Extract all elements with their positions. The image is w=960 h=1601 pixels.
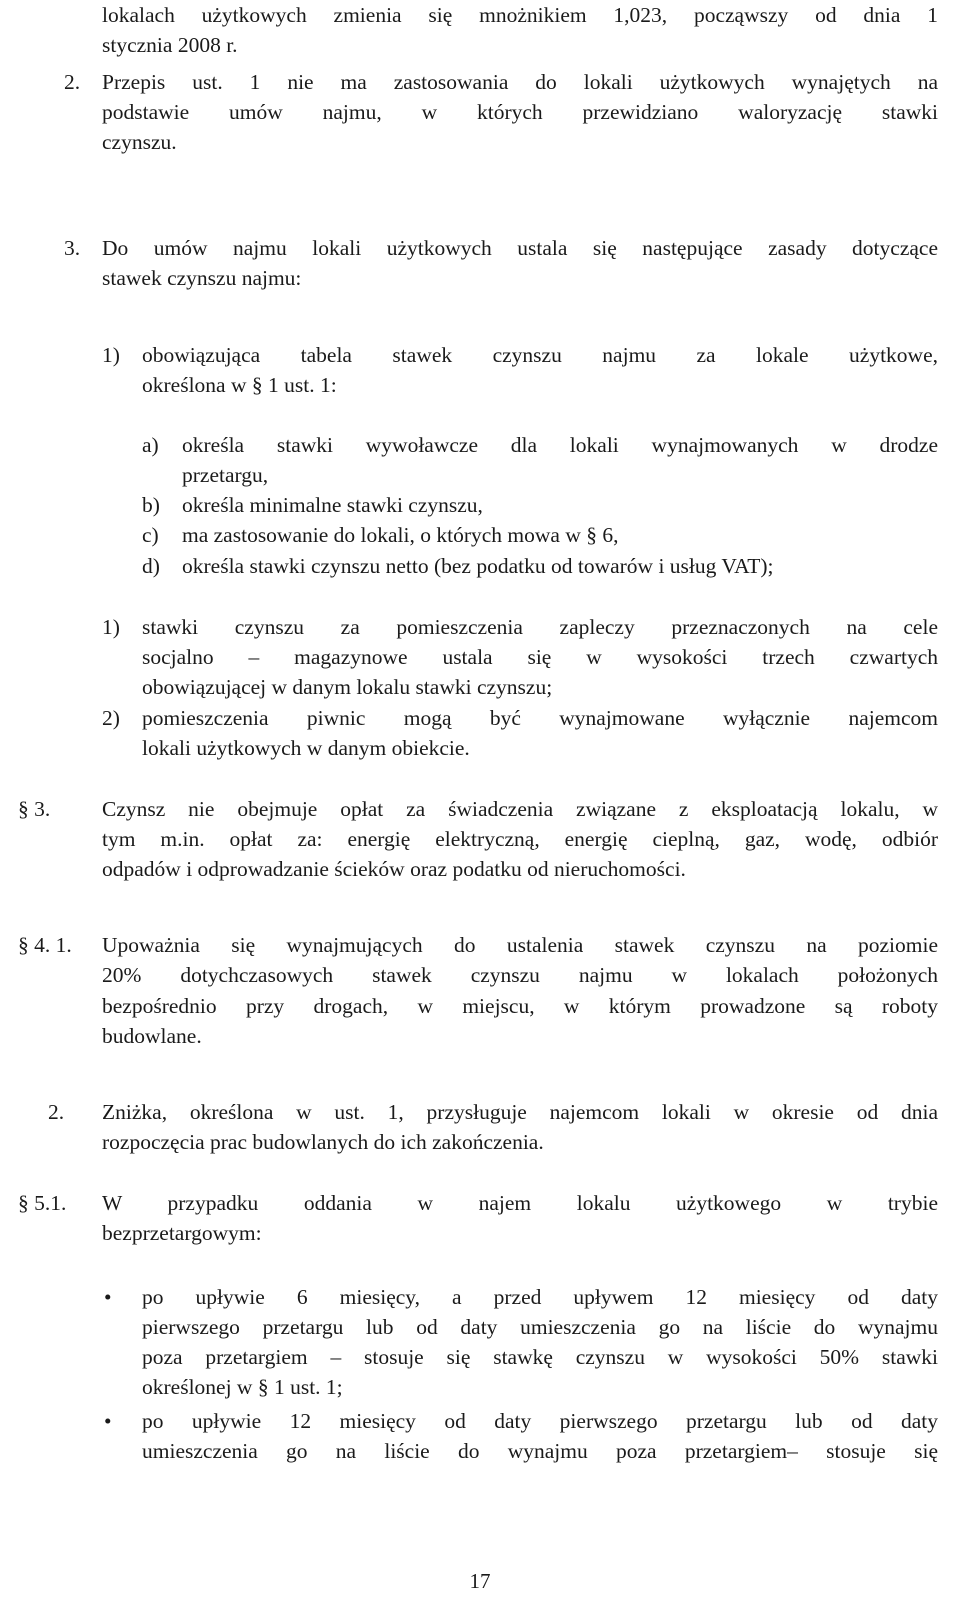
text-line: określona w § 1 ust. 1: [142, 373, 337, 397]
paragraph-number: 2. [48, 1100, 65, 1124]
text-line: stawek czynszu najmu: [102, 266, 302, 290]
text-line: obowiązującej w danym lokalu stawki czynszu; [142, 675, 553, 699]
text-line: określa stawki wywoławcze dla lokali wynajmowanych w drodze [182, 433, 938, 457]
text-line: pomieszczenia piwnic mogą być wynajmowane wyłącznie najemcom [142, 706, 938, 730]
text-line: bezpośrednio przy drogach, w miejscu, w którym prowadzone są roboty [102, 994, 938, 1018]
text-line: poza przetargiem – stosuje się stawkę czynszu w wysokości 50% stawki [142, 1345, 938, 1369]
text-line: Przepis ust. 1 nie ma zastosowania do lokali użytkowych wynajętych na [102, 70, 938, 94]
text-line: po upływie 12 miesięcy od daty pierwszego przetargu lub od daty [142, 1409, 938, 1433]
text-line: socjalno – magazynowe ustala się w wysokości trzech czwartych [142, 645, 938, 669]
text-line: lokalach użytkowych zmienia się mnożnikiem 1,023, począwszy od dnia 1 [102, 3, 938, 27]
text-line: Zniżka, określona w ust. 1, przysługuje najemcom lokali w okresie od dnia [102, 1100, 938, 1124]
text-line: lokali użytkowych w danym obiekcie. [142, 736, 470, 760]
text-line: stycznia 2008 r. [102, 33, 238, 57]
text-line: odpadów i odprowadzanie ścieków oraz podatku od nieruchomości. [102, 857, 686, 881]
list-number: 1) [102, 343, 120, 367]
text-line: stawki czynszu za pomieszczenia zapleczy przeznaczonych na cele [142, 615, 938, 639]
text-line: umieszczenia go na liście do wynajmu poza przetargiem– stosuje się [142, 1439, 938, 1463]
section-number: § 3. [18, 797, 51, 821]
text-line: bezprzetargowym: [102, 1221, 262, 1245]
list-letter: d) [142, 554, 160, 578]
page-number: 17 [469, 1569, 491, 1593]
list-letter: a) [142, 433, 159, 457]
paragraph-number: 3. [64, 236, 81, 260]
list-number: 1) [102, 615, 120, 639]
text-line: obowiązująca tabela stawek czynszu najmu za lokale użytkowe, [142, 343, 938, 367]
text-line: przetargu, [182, 463, 269, 487]
text-line: po upływie 6 miesięcy, a przed upływem 12 miesięcy od daty [142, 1285, 938, 1309]
text-line: rozpoczęcia prac budowlanych do ich zakończenia. [102, 1130, 544, 1154]
section-number: § 5.1. [18, 1191, 67, 1215]
text-line: budowlane. [102, 1024, 202, 1048]
list-number: 2) [102, 706, 120, 730]
bullet-icon: • [104, 1409, 112, 1433]
text-line: Upoważnia się wynajmujących do ustalenia stawek czynszu na poziomie [102, 933, 938, 957]
text-line: Czynsz nie obejmuje opłat za świadczenia związane z eksploatacją lokalu, w [102, 797, 938, 821]
section-number: § 4. 1. [18, 933, 72, 957]
text-line: 20% dotychczasowych stawek czynszu najmu w lokalach położonych [102, 963, 938, 987]
text-line: W przypadku oddania w najem lokalu użytkowego w trybie [102, 1191, 938, 1215]
bullet-icon: • [104, 1285, 112, 1309]
text-line: czynszu. [102, 130, 177, 154]
text-line: Do umów najmu lokali użytkowych ustala się następujące zasady dotyczące [102, 236, 938, 260]
text-line: podstawie umów najmu, w których przewidziano waloryzację stawki [102, 100, 938, 124]
list-letter: b) [142, 493, 160, 517]
text-line: ma zastosowanie do lokali, o których mowa w § 6, [182, 523, 619, 547]
paragraph-number: 2. [64, 70, 81, 94]
text-line: pierwszego przetargu lub od daty umieszczenia go na liście do wynajmu [142, 1315, 938, 1339]
text-line: określa stawki czynszu netto (bez podatku od towarów i usług VAT); [182, 554, 774, 578]
text-line: określonej w § 1 ust. 1; [142, 1375, 343, 1399]
text-line: określa minimalne stawki czynszu, [182, 493, 483, 517]
text-line: tym m.in. opłat za: energię elektryczną, energię cieplną, gaz, wodę, odbiór [102, 827, 938, 851]
list-letter: c) [142, 523, 159, 547]
